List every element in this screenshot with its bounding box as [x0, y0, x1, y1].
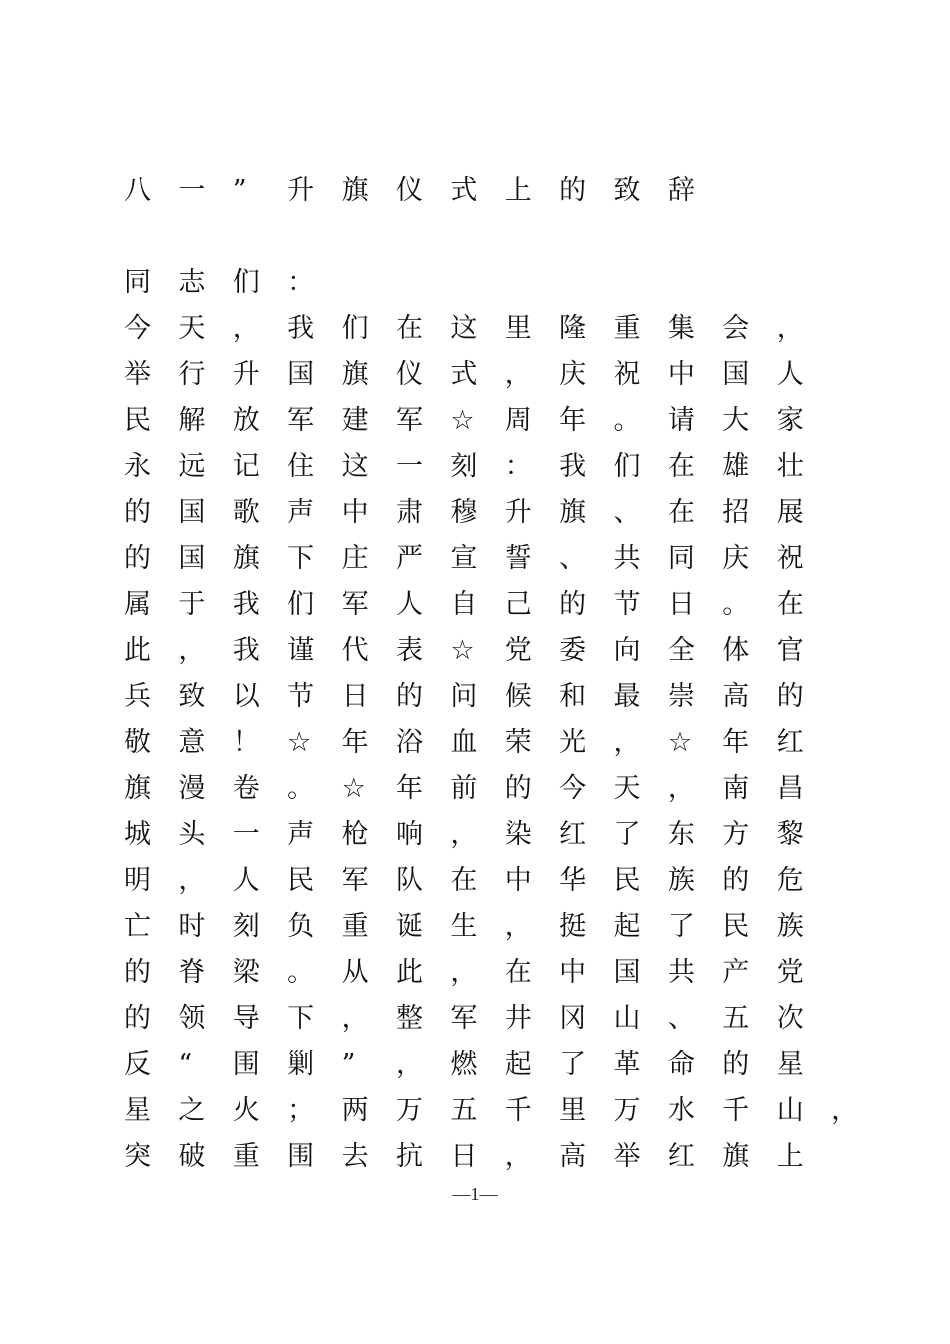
char: 在 — [450, 865, 478, 896]
char: ， — [504, 1141, 532, 1172]
char: 旗 — [559, 497, 587, 528]
char: 的 — [395, 681, 423, 712]
char: 辞 — [667, 175, 695, 206]
char: 千 — [504, 1095, 532, 1126]
char: 此 — [395, 957, 423, 988]
char: 式 — [450, 175, 478, 206]
char: 井 — [504, 1003, 532, 1034]
char: 此 — [124, 635, 151, 666]
char: 次 — [776, 1003, 804, 1034]
char: 光 — [559, 727, 587, 758]
char: 这 — [341, 451, 369, 482]
char: 们 — [232, 267, 260, 298]
char: ， — [613, 727, 641, 758]
char: 。 — [613, 405, 641, 436]
char: 漫 — [178, 773, 206, 804]
char: 城 — [124, 819, 151, 850]
text-line — [124, 306, 885, 352]
char: 中 — [667, 359, 695, 390]
char: ， — [450, 957, 478, 988]
char: 梁 — [232, 957, 260, 988]
char: 在 — [504, 957, 532, 988]
char: 的 — [124, 1003, 151, 1034]
char: 升 — [232, 359, 260, 390]
char: ☆ — [341, 773, 366, 804]
text-line — [124, 720, 885, 766]
char: 。 — [287, 773, 315, 804]
char: ； — [287, 1095, 315, 1126]
char: 山 — [613, 1003, 641, 1034]
char: 队 — [395, 865, 423, 896]
char: 军 — [450, 1003, 478, 1034]
char: 人 — [776, 359, 804, 390]
char: 了 — [667, 911, 695, 942]
char: 。 — [287, 957, 315, 988]
char: 破 — [178, 1141, 206, 1172]
char: 向 — [613, 635, 641, 666]
char: 人 — [232, 865, 260, 896]
char: 荣 — [504, 727, 532, 758]
char: 上 — [776, 1141, 804, 1172]
text-line — [124, 444, 885, 490]
char: 声 — [287, 497, 315, 528]
char: 、 — [613, 497, 641, 528]
char: 红 — [776, 727, 804, 758]
char: 里 — [559, 1095, 587, 1126]
char: 请 — [667, 405, 695, 436]
char: 五 — [722, 1003, 750, 1034]
char: 民 — [722, 911, 750, 942]
char: 节 — [287, 681, 315, 712]
char: 方 — [722, 819, 750, 850]
char: 穆 — [450, 497, 478, 528]
char: 星 — [124, 1095, 151, 1126]
char: 剿 — [287, 1049, 315, 1080]
char: 水 — [667, 1095, 695, 1126]
char: ☆ — [287, 727, 312, 758]
char: 国 — [722, 359, 750, 390]
text-line — [124, 1042, 885, 1088]
char: 燃 — [450, 1049, 478, 1080]
char: 体 — [722, 635, 750, 666]
char: 住 — [287, 451, 315, 482]
char: 重 — [341, 911, 369, 942]
char: 华 — [559, 865, 587, 896]
char: 年 — [341, 727, 369, 758]
char: 浴 — [395, 727, 423, 758]
char: 隆 — [559, 313, 587, 344]
char: 产 — [722, 957, 750, 988]
char: 红 — [559, 819, 587, 850]
char: 下 — [287, 543, 315, 574]
char: ： — [504, 451, 532, 482]
char: 举 — [124, 359, 151, 390]
char: 官 — [776, 635, 804, 666]
char: 举 — [613, 1141, 641, 1172]
char: 今 — [124, 313, 151, 344]
char: 祝 — [776, 543, 804, 574]
char: 负 — [287, 911, 315, 942]
char: 年 — [559, 405, 587, 436]
char: 集 — [667, 313, 695, 344]
char: 两 — [341, 1095, 369, 1126]
char: 的 — [504, 773, 532, 804]
char: 永 — [124, 451, 151, 482]
char: 升 — [287, 175, 315, 206]
char: 会 — [722, 313, 750, 344]
char: 五 — [450, 1095, 478, 1126]
char: 响 — [395, 819, 423, 850]
char: ☆ — [667, 727, 693, 758]
char: 自 — [450, 589, 478, 620]
char: 山 — [776, 1095, 804, 1126]
char: 于 — [178, 589, 206, 620]
char: 的 — [722, 865, 750, 896]
char: 中 — [559, 957, 587, 988]
char: 共 — [667, 957, 695, 988]
char: 庄 — [341, 543, 369, 574]
char: 日 — [341, 681, 369, 712]
char: 旗 — [124, 773, 151, 804]
text-line — [124, 398, 885, 444]
char: 南 — [722, 773, 750, 804]
text-line — [124, 996, 885, 1042]
text-line — [124, 950, 885, 996]
char: 行 — [178, 359, 206, 390]
char: 民 — [287, 865, 315, 896]
text-line — [124, 766, 885, 812]
char: 在 — [395, 313, 423, 344]
char: 国 — [287, 359, 315, 390]
char: 了 — [613, 819, 641, 850]
char: 谨 — [287, 635, 315, 666]
char: 庆 — [559, 359, 587, 390]
char: 里 — [504, 313, 532, 344]
char: 的 — [776, 681, 804, 712]
char: 同 — [667, 543, 695, 574]
char: 问 — [450, 681, 478, 712]
char: ☆ — [450, 405, 475, 436]
char: ！ — [232, 727, 260, 758]
char: 在 — [667, 497, 695, 528]
char: 年 — [395, 773, 423, 804]
char: 亡 — [124, 911, 151, 942]
char: 代 — [341, 635, 369, 666]
char: 式 — [450, 359, 478, 390]
char: 之 — [178, 1095, 206, 1126]
char: 昌 — [776, 773, 804, 804]
char: 宣 — [450, 543, 478, 574]
char: 重 — [613, 313, 641, 344]
char: 人 — [395, 589, 423, 620]
char: 属 — [124, 589, 151, 620]
char: 高 — [722, 681, 750, 712]
char: 星 — [776, 1049, 804, 1080]
char: 展 — [776, 497, 804, 528]
char: 今 — [559, 773, 587, 804]
char: “ — [178, 1049, 193, 1080]
char: 族 — [776, 911, 804, 942]
char: ， — [178, 635, 206, 666]
char: 们 — [287, 589, 315, 620]
char: 万 — [613, 1095, 641, 1126]
char: 意 — [178, 727, 206, 758]
char: 民 — [613, 865, 641, 896]
char: 表 — [395, 635, 423, 666]
char: 兵 — [124, 681, 151, 712]
char: ， — [450, 819, 478, 850]
char: 全 — [667, 635, 695, 666]
char: 军 — [341, 865, 369, 896]
char: 建 — [341, 405, 369, 436]
char: 一 — [395, 451, 423, 482]
char: 东 — [667, 819, 695, 850]
char: 军 — [287, 405, 315, 436]
text-line — [124, 812, 885, 858]
char: 刻 — [232, 911, 260, 942]
char: 从 — [341, 957, 369, 988]
char: 突 — [124, 1141, 151, 1172]
char: 旗 — [722, 1141, 750, 1172]
char: 、 — [559, 543, 587, 574]
char: 反 — [124, 1049, 151, 1080]
char: 军 — [341, 589, 369, 620]
char: 卷 — [232, 773, 260, 804]
char: 国 — [178, 543, 206, 574]
char: 旗 — [341, 359, 369, 390]
text-line — [124, 1134, 885, 1180]
char: 大 — [722, 405, 750, 436]
char: 壮 — [776, 451, 804, 482]
char: ” — [341, 1049, 356, 1080]
char: 远 — [178, 451, 206, 482]
char: 起 — [613, 911, 641, 942]
char: 国 — [613, 957, 641, 988]
char: 的 — [722, 1049, 750, 1080]
char: 志 — [178, 267, 206, 298]
char: 日 — [667, 589, 695, 620]
char: 一 — [178, 175, 206, 206]
char: 节 — [613, 589, 641, 620]
char: 家 — [776, 405, 804, 436]
char: 头 — [178, 819, 206, 850]
char: ， — [504, 911, 532, 942]
char: 前 — [450, 773, 478, 804]
char: 声 — [287, 819, 315, 850]
char: 了 — [559, 1049, 587, 1080]
char: 冈 — [559, 1003, 587, 1034]
char: 下 — [287, 1003, 315, 1034]
char: 高 — [559, 1141, 587, 1172]
char: ， — [831, 1095, 859, 1126]
char: 党 — [504, 635, 532, 666]
char: 围 — [287, 1141, 315, 1172]
char: ， — [667, 773, 695, 804]
char: 血 — [450, 727, 478, 758]
char: 日 — [450, 1141, 478, 1172]
char: 我 — [232, 589, 260, 620]
char: 、 — [667, 1003, 695, 1034]
char: ” — [232, 175, 247, 206]
char: 革 — [613, 1049, 641, 1080]
char: 诞 — [395, 911, 423, 942]
char: 最 — [613, 681, 641, 712]
char: 抗 — [395, 1141, 423, 1172]
char: 招 — [722, 497, 750, 528]
char: 年 — [722, 727, 750, 758]
text-line — [124, 1088, 885, 1134]
char: 共 — [613, 543, 641, 574]
char: 领 — [178, 1003, 206, 1034]
char: 脊 — [178, 957, 206, 988]
char: 以 — [232, 681, 260, 712]
char: 中 — [341, 497, 369, 528]
char: 枪 — [341, 819, 369, 850]
char: 的 — [124, 543, 151, 574]
char: 刻 — [450, 451, 478, 482]
text-line — [124, 904, 885, 950]
char: 在 — [667, 451, 695, 482]
char: 火 — [232, 1095, 260, 1126]
char: 挺 — [559, 911, 587, 942]
char: 民 — [124, 405, 151, 436]
char: 升 — [504, 497, 532, 528]
char: 誓 — [504, 543, 532, 574]
char: 祝 — [613, 359, 641, 390]
char: 己 — [504, 589, 532, 620]
char: 雄 — [722, 451, 750, 482]
char: 党 — [776, 957, 804, 988]
char: ： — [287, 267, 315, 298]
char: 军 — [395, 405, 423, 436]
char: 们 — [613, 451, 641, 482]
char: 记 — [232, 451, 260, 482]
char: 致 — [613, 175, 641, 206]
char: 的 — [559, 175, 587, 206]
char: 万 — [395, 1095, 423, 1126]
char: 起 — [504, 1049, 532, 1080]
char: 庆 — [722, 543, 750, 574]
char: 时 — [178, 911, 206, 942]
char: ， — [395, 1049, 423, 1080]
document-title — [124, 171, 722, 211]
char: 我 — [287, 313, 315, 344]
text-line — [124, 582, 885, 628]
document-body — [124, 260, 885, 1180]
char: 千 — [722, 1095, 750, 1126]
char: 危 — [776, 865, 804, 896]
char: 我 — [559, 451, 587, 482]
char: 仪 — [395, 359, 423, 390]
char: 重 — [232, 1141, 260, 1172]
char: 们 — [341, 313, 369, 344]
char: 的 — [124, 497, 151, 528]
char: 导 — [232, 1003, 260, 1034]
char: ☆ — [450, 635, 475, 666]
char: 染 — [504, 819, 532, 850]
char: 旗 — [232, 543, 260, 574]
char: 天 — [178, 313, 206, 344]
text-line — [124, 352, 885, 398]
char: 一 — [232, 819, 260, 850]
char: 天 — [613, 773, 641, 804]
char: 在 — [776, 589, 804, 620]
char: 的 — [559, 589, 587, 620]
char: 生 — [450, 911, 478, 942]
char: 黎 — [776, 819, 804, 850]
char: 红 — [667, 1141, 695, 1172]
char: 仪 — [395, 175, 423, 206]
page-number: —1— — [452, 1184, 498, 1204]
char: 国 — [178, 497, 206, 528]
char: 去 — [341, 1141, 369, 1172]
char: 歌 — [232, 497, 260, 528]
char: 解 — [178, 405, 206, 436]
char: 上 — [504, 175, 532, 206]
char: 旗 — [341, 175, 369, 206]
text-line — [124, 536, 885, 582]
char: ， — [232, 313, 260, 344]
char: ， — [178, 865, 206, 896]
char: 候 — [504, 681, 532, 712]
char: 致 — [178, 681, 206, 712]
char: 放 — [232, 405, 260, 436]
char: 我 — [232, 635, 260, 666]
char: 严 — [395, 543, 423, 574]
char: 的 — [124, 957, 151, 988]
char: 命 — [667, 1049, 695, 1080]
char: 周 — [504, 405, 532, 436]
char: 敬 — [124, 727, 151, 758]
text-line — [124, 858, 885, 904]
char: 八 — [124, 175, 151, 206]
char: ， — [776, 313, 804, 344]
char: 整 — [395, 1003, 423, 1034]
char: 族 — [667, 865, 695, 896]
char: 委 — [559, 635, 587, 666]
char: 同 — [124, 267, 151, 298]
char: ， — [504, 359, 532, 390]
char: 肃 — [395, 497, 423, 528]
char: 这 — [450, 313, 478, 344]
text-line — [124, 260, 885, 306]
text-line — [124, 628, 885, 674]
text-line — [124, 490, 885, 536]
char: 崇 — [667, 681, 695, 712]
char: 中 — [504, 865, 532, 896]
char: 和 — [559, 681, 587, 712]
char: 明 — [124, 865, 151, 896]
char: 。 — [722, 589, 750, 620]
char: 围 — [232, 1049, 260, 1080]
text-line — [124, 674, 885, 720]
char: ， — [341, 1003, 369, 1034]
